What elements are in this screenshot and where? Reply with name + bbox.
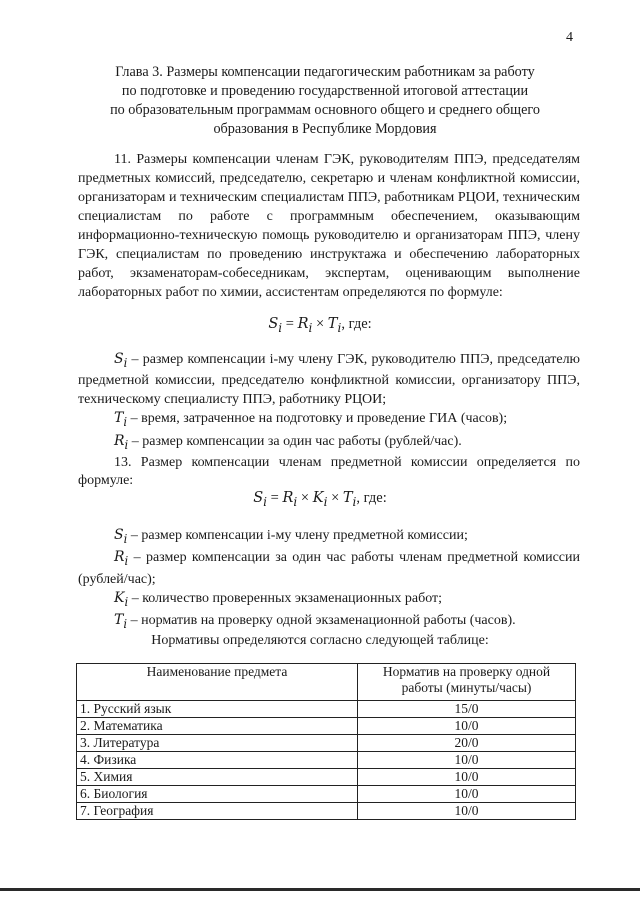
subject-cell: 5. Химия — [77, 769, 358, 786]
table-row — [77, 752, 576, 769]
heading-line: по подготовке и проведению государственной итоговой аттестации — [121, 83, 529, 99]
subject-cell: 3. Литература — [77, 735, 358, 752]
formula-1-suffix: , где: — [341, 316, 372, 332]
section-11 — [78, 150, 580, 302]
subject-cell: 4. Физика — [77, 752, 358, 769]
heading-line: образования в Республике Мордовия — [213, 121, 437, 137]
table-row — [77, 701, 576, 718]
definition-item: $T_i$ – норматив на проверку одной экзаменационной работы (часов). — [114, 612, 516, 632]
norm-cell: 10/0 — [358, 752, 576, 769]
norm-cell: 15/0 — [358, 701, 576, 718]
norms-table — [76, 663, 576, 820]
definition-item: $T_i$ – время, затраченное на подготовку и проведение ГИА (часов); — [114, 410, 508, 430]
table-row — [77, 735, 576, 752]
definition-item: $R_i$ – размер компенсации за один час работы (рублей/час). — [114, 432, 462, 452]
definition-item: $R_i$ – размер компенсации за один час работы членам предметной комиссии (рублей/час); — [78, 549, 581, 587]
subject-cell: 6. Биология — [77, 786, 358, 803]
table-header-row — [77, 664, 576, 701]
definitions-1 — [78, 350, 580, 491]
norm-cell: 10/0 — [358, 803, 576, 820]
subject-cell: 1. Русский язык — [77, 701, 358, 718]
norm-cell: 10/0 — [358, 786, 576, 803]
norm-cell: 10/0 — [358, 769, 576, 786]
definition-item: $S_i$ – размер компенсации i-му члену ГЭК, руководителю ППЭ, председателю предметной комиссии, председателю конфликтной комиссии, организатору ППЭ, техническому специалисту ППЭ, работнику РЦОИ; — [78, 351, 581, 407]
subject-cell: 7. География — [77, 803, 358, 820]
heading-line: по образовательным программам основного общего и среднего общего — [110, 102, 540, 118]
norm-cell: 20/0 — [358, 735, 576, 752]
page-number: 4 — [566, 30, 573, 45]
column-header-norm: Норматив на проверку одной работы (минуты/часы) — [358, 664, 576, 701]
scan-edge-line — [0, 888, 640, 891]
definition-item: $K_i$ – количество проверенных экзаменационных работ; — [114, 590, 443, 609]
formula-2: $S_i = R_i \times K_i \times T_i$, где: — [253, 490, 387, 509]
definitions-2 — [78, 526, 580, 634]
table-row — [77, 803, 576, 820]
formula-1: $S_i = R_i \times T_i$, где: — [268, 316, 372, 335]
table-row — [77, 786, 576, 803]
table-caption: Нормативы определяются согласно следующей таблице: — [151, 633, 489, 648]
table-row — [77, 718, 576, 735]
definition-item: $S_i$ – размер компенсации i-му члену предметной комиссии; — [114, 527, 468, 546]
formula-2-suffix: , где: — [356, 490, 387, 506]
chapter-heading — [80, 63, 570, 139]
paragraph-13: 13. Размер компенсации членам предметной комиссии определяется по формуле: — [78, 454, 580, 489]
subject-cell: 2. Математика — [77, 718, 358, 735]
table-row — [77, 769, 576, 786]
norm-cell: 10/0 — [358, 718, 576, 735]
heading-line: Глава 3. Размеры компенсации педагогическим работникам за работу — [115, 64, 535, 80]
paragraph-11: 11. Размеры компенсации членам ГЭК, руководителям ППЭ, председателям предметных комиссий, председателю, секретарю и членам конфликтной комиссии, организаторам и техническим специалистам ППЭ, работникам РЦОИ, техническим специалистам по работе с программным обеспечением, оказывающим информационно-техническую помощь руководителю и организаторам ППЭ, члену ГЭК, специалистам по проведению инструктажа и обеспечению лабораторных работ, экзаменаторам-собеседникам, экспертам, оценивающим выполнение лабораторных работ по химии, ассистентам определяются по формуле: — [78, 152, 580, 300]
column-header-subject: Наименование предмета — [77, 664, 358, 701]
